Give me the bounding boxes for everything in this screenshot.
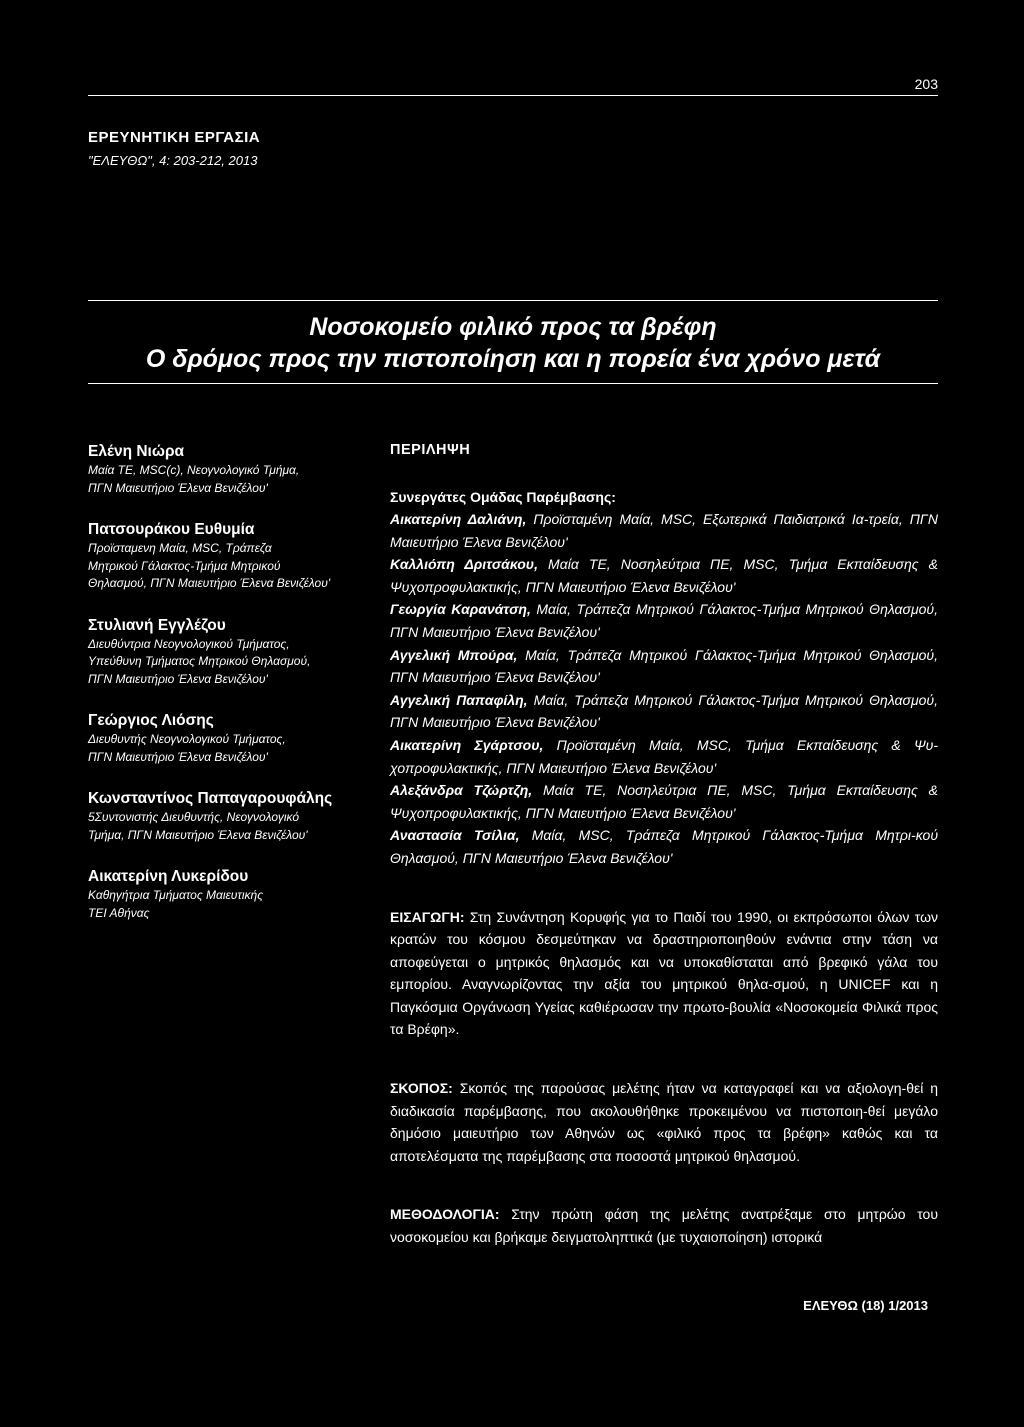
section-label: ΕΡΕΥΝΗΤΙΚΗ ΕΡΓΑΣΙΑ <box>88 129 261 146</box>
author-block <box>88 616 373 689</box>
collaborator-name: Καλλιόπη Δριτσάκου, <box>390 556 538 573</box>
collaborator-affiliation: Μαία, Τράπεζα Μητρικού Γάλακτος-Τμήμα Μητρικού Θηλασμού, ΠΓΝ Μαιευτήριο Έλενα Βενιζέλου' <box>390 601 938 640</box>
collaborator-entry <box>390 734 938 779</box>
title-rule-top <box>88 300 938 301</box>
collaborator-name: Αλεξάνδρα Τζώρτζη, <box>390 782 533 799</box>
journal-citation: "ΕΛΕΥΘΩ", 4: 203-212, 2013 <box>88 153 258 168</box>
author-affiliation: ΤΕΙ Αθήνας <box>88 905 150 920</box>
collaborator-affiliation: Προϊσταμένη Μαία, MSC, Τμήμα Εκπαίδευσης & Ψυ-χοπροφυλακτικής, ΠΓΝ Μαιευτήριο Έλενα Βενιζέλου' <box>390 736 938 776</box>
collaborator-affiliation: Προϊσταμένη Μαία, MSC, Εξωτερικά Παιδιατρικά Ια-τρεία, ΠΓΝ Μαιευτήριο Έλενα Βενιζέλου' <box>390 511 938 550</box>
collaborator-affiliation: Μαία ΤΕ, Νοσηλεύτρια ΠΕ, MSC, Τμήμα Εκπαίδευσης & Ψυχοπροφυλακτικής, ΠΓΝ Μαιευτήριο Έλενα Βενιζέλου' <box>390 782 938 821</box>
methodology-text: Στην πρώτη φάση της μελέτης ανατρέξαμε στο μητρώο του νοσοκομείου και βρήκαμε δειγματοληπτικά (με τυχαιοποίηση) ιστορικά <box>390 1206 938 1246</box>
collaborator-affiliation: Μαία, Τράπεζα Μητρικού Γάλακτος-Τμήμα Μητρικού Θηλασμού, ΠΓΝ Μαιευτήριο Έλενα Βενιζέλου' <box>390 646 938 686</box>
collaborator-entry <box>390 779 938 824</box>
author-affiliation: 5Συντονιστής Διευθυντής, Νεογνολογικό <box>88 810 300 824</box>
author-affiliation: ΠΓΝ Μαιευτήριο Έλενα Βενιζέλου' <box>88 671 268 686</box>
collaborator-affiliation: Μαία ΤΕ, Νοσηλεύτρια ΠΕ, MSC, Τμήμα Εκπαίδευσης & Ψυχοπροφυλακτικής, ΠΓΝ Μαιευτήριο Έλενα Βενιζέλου' <box>390 556 938 595</box>
authors-column <box>88 442 373 945</box>
author-affiliation: Μητρικού Γάλακτος-Τμήμα Μητρικού <box>88 558 281 573</box>
aim-label: ΣΚΟΠΟΣ: <box>390 1080 453 1097</box>
author-affiliation: Διευθύντρια Νεογνολογικού Τμήματος, <box>88 636 290 651</box>
introduction-text: Στη Συνάντηση Κορυφής για το Παιδί του 1990, οι εκπρόσωποι όλων των κρατών του κόσμου δεσμεύτηκαν να δραστηριοποιηθούν ενάντια στην τάση να αποφεύγεται ο μητρικός θηλασμός και να υποκαθίσταται από βρεφικό γάλα του εμπορίου. Αναγνωρίζοντας την αξία του μητρικού θηλα-σμού, η UNICEF και η Παγκόσμια Οργάνωση Υγείας καθιέρωσαν την πρωτο-βουλία «Νοσοκομεία Φιλικά προς τα Βρέφη». <box>390 908 938 1038</box>
author-name: Κωνσταντίνος Παπαγαρουφάλης <box>88 790 333 807</box>
author-name: Πατσουράκου Ευθυμία <box>88 521 255 538</box>
collaborator-entry <box>390 689 938 734</box>
author-affiliation: ΠΓΝ Μαιευτήριο Έλενα Βενιζέλου' <box>88 480 268 495</box>
collaborator-name: Γεωργία Καρανάτση, <box>390 601 531 618</box>
aim-paragraph <box>390 1077 938 1167</box>
journal-footer: ΕΛΕΥΘΩ (18) 1/2013 <box>803 1298 928 1313</box>
aim-text: Σκοπός της παρούσας μελέτης ήταν να καταγραφεί και να αξιολογη-θεί η διαδικασία παρέμβασης, που ακολουθήθηκε προκειμένου να πιστοποιη-θεί μεγάλο δημόσιο μαιευτήριο των Αθηνών ως «φιλικό προς τα βρέφη» καθώς και τα αποτελέσματα της παρέμβασης στα ποσοστά μητρικού θηλασμού. <box>390 1080 938 1164</box>
introduction-label: ΕΙΣΑΓΩΓΗ: <box>390 908 465 925</box>
author-block <box>88 711 373 766</box>
author-name: Ελένη Νιώρα <box>88 443 185 460</box>
abstract-column <box>390 442 938 1249</box>
author-affiliation: ΠΓΝ Μαιευτήριο Έλενα Βενιζέλου' <box>88 749 268 764</box>
collaborator-name: Αγγελική Παπαφίλη, <box>390 691 528 708</box>
author-affiliation: Καθηγήτρια Τμήματος Μαιευτικής <box>88 888 264 902</box>
collaborator-entry <box>390 824 938 869</box>
collaborator-entry <box>390 553 938 598</box>
author-affiliation: Τμήμα, ΠΓΝ Μαιευτήριο Έλενα Βενιζέλου' <box>88 827 308 842</box>
author-name: Αικατερίνη Λυκερίδου <box>88 868 249 885</box>
collaborator-name: Αναστασία Τσίλια, <box>390 827 520 844</box>
collaborator-name: Αικατερίνη Σγάρτσου, <box>390 736 544 753</box>
article-title-line-2: Ο δρόμος προς την πιστοποίηση και η πορεία ένα χρόνο μετά <box>145 345 881 373</box>
methodology-label: ΜΕΘΟΔΟΛΟΓΙΑ: <box>390 1206 500 1223</box>
collaborator-name: Αγγελική Μπούρα, <box>390 646 518 663</box>
author-affiliation: Θηλασμού, ΠΓΝ Μαιευτήριο Έλενα Βενιζέλου' <box>88 576 331 590</box>
title-rule-bottom <box>88 383 938 384</box>
author-name: Γεώργιος Λιόσης <box>88 712 214 729</box>
collaborator-entry <box>390 598 938 643</box>
author-affiliation: Μαία ΤΕ, MSC(c), Νεογνολογικό Τμήμα, <box>88 463 300 477</box>
page-number: 203 <box>914 76 938 92</box>
methodology-paragraph <box>390 1203 938 1248</box>
abstract-heading: ΠΕΡΙΛΗΨΗ <box>390 442 471 458</box>
author-affiliation: Προϊσταμενη Μαία, MSC, Τράπεζα <box>88 541 272 555</box>
collaborator-affiliation: Μαία, MSC, Τράπεζα Μητρικού Γάλακτος-Τμήμα Μητρι-κού Θηλασμού, ΠΓΝ Μαιευτήριο Έλενα Βενιζέλου' <box>390 827 939 866</box>
collaborator-entry <box>390 644 938 689</box>
collaborator-name: Αικατερίνη Δαλιάνη, <box>390 511 527 527</box>
author-affiliation: Διευθυντής Νεογνολογικού Τμήματος, <box>88 732 286 746</box>
article-title-line-1: Νοσοκομείο φιλικό προς τα βρέφη <box>309 313 717 341</box>
author-block <box>88 789 373 844</box>
author-block <box>88 867 373 922</box>
collaborator-entry <box>390 508 938 553</box>
author-name: Στυλιανή Εγγλέζου <box>88 616 226 634</box>
collaborators-heading: Συνεργάτες Ομάδας Παρέμβασης: <box>390 489 616 505</box>
introduction-paragraph <box>390 906 938 1042</box>
author-block <box>88 520 373 593</box>
header-rule <box>88 95 938 96</box>
author-affiliation: Υπεύθυνη Τμήματος Μητρικού Θηλασμού, <box>88 654 311 668</box>
collaborator-affiliation: Μαία, Τράπεζα Μητρικού Γάλακτος-Τμήμα Μητρικού Θηλασμού, ΠΓΝ Μαιευτήριο Έλενα Βενιζέλου' <box>390 691 938 731</box>
author-block <box>88 442 373 497</box>
